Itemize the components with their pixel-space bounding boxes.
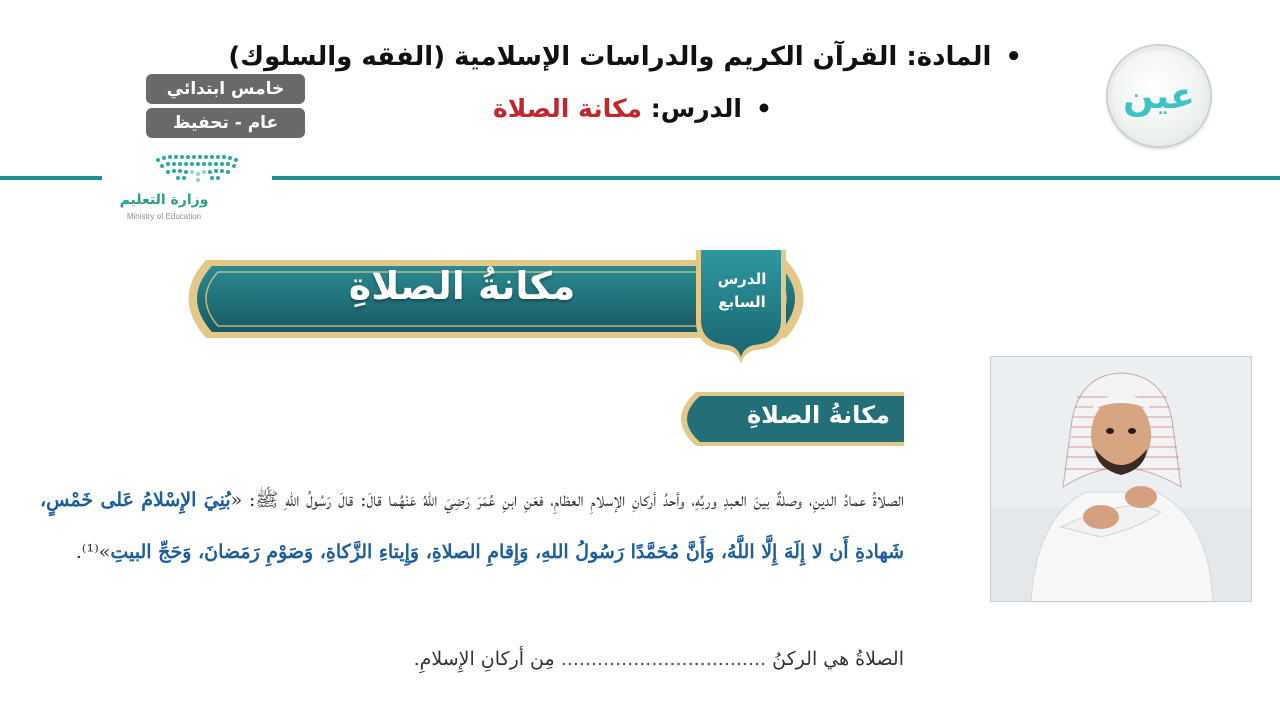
- ministry-name-english: Ministry of Education: [126, 212, 202, 221]
- ain-logo-text: عين: [1123, 75, 1195, 117]
- lesson-number-tag: [696, 268, 788, 314]
- subject-line: [228, 42, 1022, 72]
- lesson-tag-line1: الدرس: [717, 270, 767, 288]
- intro-text: الصلاةُ عمادُ الدينِ، وصلةٌ بينَ العبدِ وربِّهِ، وأحدُ أركانِ الإسلامِ العظامِ، فعَنِ ابنِ عُمَرَ رَضِيَ اللّهُ عَنْهُما قالَ: قالَ رَسُولُ اللهِ ﷺ: «: [230, 489, 905, 511]
- lesson-value: مكانة الصلاة: [493, 94, 642, 123]
- fill-in-exercise: [340, 648, 904, 670]
- lesson-label: الدرس:: [650, 94, 743, 123]
- lesson-banner-title: مكانةُ الصلاةِ: [348, 264, 576, 308]
- hadith-close: »⁽¹⁾.: [75, 541, 111, 563]
- exercise-end: مِن أركانِ الإِسلامِ.: [413, 648, 555, 670]
- sign-language-video: [990, 356, 1252, 602]
- ministry-of-education-logo-icon: [108, 152, 274, 192]
- subject-label: المادة:: [906, 42, 992, 72]
- lesson-line: [493, 94, 772, 123]
- ain-channel-logo: [1108, 46, 1210, 146]
- lesson-body-text: [40, 474, 904, 578]
- bullet-icon: •: [1005, 42, 1022, 72]
- subject-value: القرآن الكريم والدراسات الإسلامية (الفقه والسلوك): [228, 42, 898, 72]
- presenter-video-icon: [991, 357, 1252, 602]
- hadith-text: بُنِيَ الإِسْلامُ عَلى خَمْسٍ، شَهادةِ أَن لا إِلَهَ إِلَّا اللَّهُ، وَأَنَّ مُحَمَّدًا رَسُولُ اللهِ، وَإِقامِ الصلاةِ، وَإِيتاءِ الزَّكاةِ، وَصَوْمِ رَمَضانَ، وَحَجِّ البيتِ: [40, 489, 904, 563]
- ministry-name-arabic: وزارة التعليم: [119, 192, 209, 208]
- track-badge: عام - تحفيظ: [146, 108, 305, 138]
- grade-badge: خامس ابتدائي: [146, 74, 305, 104]
- ministry-of-education-logo: [108, 152, 274, 228]
- bullet-icon: •: [756, 94, 772, 123]
- exercise-start: الصلاةُ هي الركنُ: [772, 648, 904, 670]
- lesson-tag-line2: السابع: [718, 293, 766, 311]
- exercise-blank: ..................................: [560, 648, 767, 670]
- section-title: مكانةُ الصلاةِ: [746, 401, 890, 429]
